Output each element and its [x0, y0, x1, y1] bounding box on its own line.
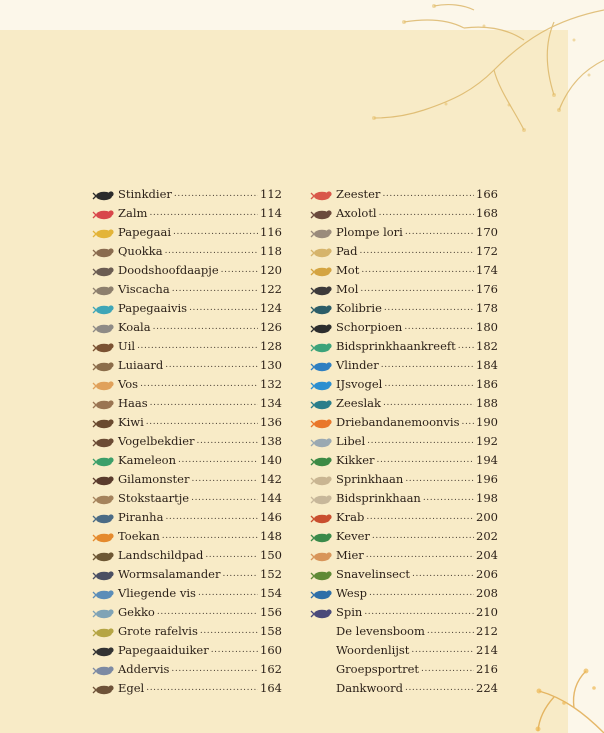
toc-entry-title: Vogelbekdier — [118, 434, 195, 448]
toc-entry[interactable] — [90, 489, 282, 508]
toc-page-number: 118 — [260, 244, 282, 258]
dot-leader — [405, 223, 474, 242]
toc-entry-title: Kiwi — [118, 415, 144, 429]
toc-entry[interactable] — [90, 527, 282, 546]
toc-entry-title: Kever — [336, 529, 370, 543]
toc-page-number: 176 — [476, 282, 498, 296]
toc-page-number: 124 — [260, 301, 282, 315]
kingfisher-icon — [308, 375, 336, 394]
toc-entry-title: Dankwoord — [336, 681, 404, 695]
toc-page-number: 184 — [476, 358, 498, 372]
toc-page-number: 214 — [476, 643, 498, 657]
toc-page-number: 174 — [476, 263, 498, 277]
toc-page-number: 206 — [476, 567, 498, 581]
toc-entry-title: Koala — [118, 320, 151, 334]
hedgehog-icon — [90, 679, 118, 698]
toc-entry[interactable] — [308, 470, 498, 489]
toc-entry[interactable] — [308, 679, 498, 698]
toc-entry-title: Mol — [336, 282, 359, 296]
flying-fish-icon — [90, 584, 118, 603]
toc-entry-title: Kolibrie — [336, 301, 382, 315]
toc-entry[interactable] — [308, 185, 498, 204]
dot-leader — [383, 394, 474, 413]
dot-leader — [423, 489, 474, 508]
toc-entry-title: Gekko — [118, 605, 155, 619]
toc-entry[interactable] — [308, 261, 498, 280]
dot-leader — [462, 413, 475, 432]
dot-leader — [146, 413, 258, 432]
toc-entry[interactable] — [90, 356, 282, 375]
toc-entry-title: Spin — [336, 605, 363, 619]
toc-entry-title: Gilamonster — [118, 472, 190, 486]
koala-icon — [90, 318, 118, 337]
toc-page-number: 152 — [260, 567, 282, 581]
toc-page-number: 116 — [260, 225, 282, 239]
toc-page-number: 172 — [476, 244, 498, 258]
toc-entry[interactable] — [308, 451, 498, 470]
mantis-shrimp-icon — [308, 337, 336, 356]
dot-leader — [360, 280, 474, 299]
toc-entry[interactable] — [90, 413, 282, 432]
toc-page-number: 158 — [260, 624, 282, 638]
toc-page-number: 160 — [260, 643, 282, 657]
toc-page-number: 134 — [260, 396, 282, 410]
toc-entry-title: Zalm — [118, 206, 148, 220]
toc-entry[interactable] — [308, 375, 498, 394]
toc-icon-spacer — [308, 660, 336, 679]
squirrel-monkey-icon — [90, 261, 118, 280]
toc-entry-title: Landschildpad — [118, 548, 204, 562]
toc-entry-title: Snavelinsect — [336, 567, 410, 581]
toc-entry-title: Woordenlijst — [336, 643, 410, 657]
toc-page-number: 182 — [476, 339, 498, 353]
toc-page-number: 136 — [260, 415, 282, 429]
dot-leader — [384, 375, 474, 394]
toc-entry[interactable] — [308, 603, 498, 622]
dot-leader — [404, 318, 474, 337]
toc-page-number: 168 — [476, 206, 498, 220]
dot-leader — [405, 470, 474, 489]
dot-leader — [171, 660, 258, 679]
dot-leader — [458, 337, 474, 356]
toc-entry-title: Vos — [118, 377, 139, 391]
toc-page-number: 186 — [476, 377, 498, 391]
toc-page-number: 196 — [476, 472, 498, 486]
dot-leader — [372, 527, 474, 546]
clownfish-icon — [308, 413, 336, 432]
dot-leader — [412, 565, 474, 584]
sloth-icon — [90, 356, 118, 375]
bug-icon — [308, 565, 336, 584]
dot-leader — [146, 679, 258, 698]
toc-entry[interactable] — [308, 356, 498, 375]
piranha-icon — [90, 508, 118, 527]
dot-leader — [165, 356, 258, 375]
salmon-icon — [90, 204, 118, 223]
toc-page-number: 202 — [476, 529, 498, 543]
meerkat-icon — [90, 489, 118, 508]
toc-page-number: 126 — [260, 320, 282, 334]
moth-icon — [308, 261, 336, 280]
dot-leader — [384, 299, 474, 318]
dot-leader — [157, 603, 258, 622]
dot-leader — [382, 185, 474, 204]
gecko-icon — [90, 603, 118, 622]
toc-entry-title: Addervis — [118, 662, 170, 676]
toc-entry[interactable] — [90, 603, 282, 622]
toc-entry[interactable] — [308, 280, 498, 299]
toc-entry-title: Mot — [336, 263, 360, 277]
toc-entry[interactable] — [308, 394, 498, 413]
platypus-icon — [90, 432, 118, 451]
toc-page-number: 132 — [260, 377, 282, 391]
toad-icon — [308, 242, 336, 261]
toc-entry-title: Egel — [118, 681, 145, 695]
toc-entry[interactable] — [90, 660, 282, 679]
toc-entry-title: De levensboom — [336, 624, 425, 638]
toc-page-number: 154 — [260, 586, 282, 600]
toc-page-number: 148 — [260, 529, 282, 543]
dot-leader — [165, 242, 258, 261]
dot-leader — [162, 527, 258, 546]
dot-leader — [173, 223, 258, 242]
parrot-icon — [90, 223, 118, 242]
toc-entry[interactable] — [90, 375, 282, 394]
toc-page-number: 208 — [476, 586, 498, 600]
dot-leader — [411, 641, 474, 660]
toc-entry-title: Toekan — [118, 529, 160, 543]
dot-leader — [405, 679, 474, 698]
toc-entry[interactable] — [308, 584, 498, 603]
toc-entry[interactable] — [90, 204, 282, 223]
toc-entry[interactable] — [90, 470, 282, 489]
scorpion-icon — [308, 318, 336, 337]
toc-page-number: 138 — [260, 434, 282, 448]
toc-entry-title: Grote rafelvis — [118, 624, 198, 638]
toc-page-number: 204 — [476, 548, 498, 562]
dot-leader — [366, 546, 474, 565]
praying-mantis-icon — [308, 489, 336, 508]
starfish-icon — [308, 185, 336, 204]
dot-leader — [366, 508, 474, 527]
gila-monster-icon — [90, 470, 118, 489]
dot-leader — [137, 337, 258, 356]
kiwi-icon — [90, 413, 118, 432]
puffin-icon — [90, 641, 118, 660]
toc-entry-title: IJsvogel — [336, 377, 383, 391]
toc-entry[interactable] — [308, 546, 498, 565]
viperfish-icon — [90, 660, 118, 679]
toc-entry-title: Kameleon — [118, 453, 176, 467]
dot-leader — [369, 584, 474, 603]
hare-icon — [90, 394, 118, 413]
toc-page-number: 216 — [476, 662, 498, 676]
toc-page-number: 192 — [476, 434, 498, 448]
toc-icon-spacer — [308, 679, 336, 698]
toc-entry-title: Uil — [118, 339, 136, 353]
toc-entry[interactable] — [308, 565, 498, 584]
toc-page-number: 128 — [260, 339, 282, 353]
toc-entry[interactable] — [90, 432, 282, 451]
toc-entry-title: Haas — [118, 396, 148, 410]
dot-leader — [361, 261, 474, 280]
toc-entry[interactable] — [90, 242, 282, 261]
mole-icon — [308, 280, 336, 299]
toc-page-number: 156 — [260, 605, 282, 619]
dot-leader — [427, 622, 474, 641]
toc-page-number: 224 — [476, 681, 498, 695]
parrotfish-icon — [90, 299, 118, 318]
frog-icon — [308, 451, 336, 470]
toc-entry[interactable] — [90, 641, 282, 660]
dot-leader — [364, 603, 474, 622]
toc-entry-title: Vlinder — [336, 358, 379, 372]
dot-leader — [205, 546, 258, 565]
slow-loris-icon — [308, 223, 336, 242]
toc-page-number: 200 — [476, 510, 498, 524]
toc-entry-title: Papegaaiduiker — [118, 643, 209, 657]
toc-entry-title: Kikker — [336, 453, 375, 467]
leafy-seadragon-icon — [90, 622, 118, 641]
toc-entry-title: Zeeslak — [336, 396, 382, 410]
ant-icon — [308, 546, 336, 565]
toc-page-number: 198 — [476, 491, 498, 505]
toc-entry[interactable] — [308, 508, 498, 527]
toc-entry-title: Stinkdier — [118, 187, 172, 201]
toc-entry[interactable] — [90, 299, 282, 318]
crab-icon — [308, 508, 336, 527]
dot-leader — [200, 622, 258, 641]
toc-entry-title: Papegaaivis — [118, 301, 188, 315]
toc-entry[interactable] — [308, 489, 498, 508]
toc-page-number: 194 — [476, 453, 498, 467]
fox-icon — [90, 375, 118, 394]
toc-entry-title: Wesp — [336, 586, 367, 600]
dot-leader — [198, 584, 258, 603]
toc-entry[interactable] — [90, 280, 282, 299]
toc-entry[interactable] — [308, 660, 498, 679]
toc-entry[interactable] — [90, 584, 282, 603]
toc-entry[interactable] — [90, 508, 282, 527]
toc-page-number: 144 — [260, 491, 282, 505]
toc-entry[interactable] — [90, 223, 282, 242]
toc-page-number: 114 — [260, 206, 282, 220]
toc-entry-title: Zeester — [336, 187, 381, 201]
owl-icon — [90, 337, 118, 356]
dot-leader — [379, 204, 474, 223]
dot-leader — [197, 432, 259, 451]
dot-leader — [191, 489, 258, 508]
dot-leader — [189, 299, 258, 318]
toc-page-number: 210 — [476, 605, 498, 619]
toc-column-left — [90, 185, 282, 698]
toc-entry[interactable] — [90, 546, 282, 565]
toc-entry[interactable] — [90, 318, 282, 337]
toc-entry-title: Luiaard — [118, 358, 164, 372]
toc-entry[interactable] — [308, 527, 498, 546]
toc-entry[interactable] — [90, 394, 282, 413]
toc-page-number: 178 — [476, 301, 498, 315]
dragonfly-icon — [308, 432, 336, 451]
toc-page-number: 190 — [476, 415, 498, 429]
dot-leader — [211, 641, 258, 660]
toc-entry-title: Groepsportret — [336, 662, 420, 676]
toc-page-number: 122 — [260, 282, 282, 296]
dot-leader — [174, 185, 258, 204]
dot-leader — [359, 242, 474, 261]
toc-page-number: 180 — [476, 320, 498, 334]
toc-entry[interactable] — [308, 318, 498, 337]
toc-page-number: 112 — [260, 187, 282, 201]
dot-leader — [165, 508, 258, 527]
beetle-icon — [308, 527, 336, 546]
toc-entry[interactable] — [308, 299, 498, 318]
dot-leader — [153, 318, 258, 337]
toc-entry-title: Piranha — [118, 510, 164, 524]
toc-page-number: 120 — [260, 263, 282, 277]
toc-icon-spacer — [308, 641, 336, 660]
toc-entry[interactable] — [90, 565, 282, 584]
toc-entry-title: Plompe lori — [336, 225, 403, 239]
toc-entry[interactable] — [90, 261, 282, 280]
toc-entry[interactable] — [308, 641, 498, 660]
dot-leader — [140, 375, 258, 394]
toc-entry[interactable] — [308, 337, 498, 356]
dot-leader — [172, 280, 258, 299]
toc-page-number: 146 — [260, 510, 282, 524]
caecilian-icon — [90, 565, 118, 584]
toucan-icon — [90, 527, 118, 546]
toc-page-number: 150 — [260, 548, 282, 562]
dot-leader — [221, 261, 258, 280]
toc-page-number: 140 — [260, 453, 282, 467]
toc-entry[interactable] — [90, 337, 282, 356]
toc-column-right — [308, 185, 498, 698]
dot-leader — [377, 451, 475, 470]
toc-entry[interactable] — [308, 223, 498, 242]
toc-entry-title: Quokka — [118, 244, 163, 258]
quokka-icon — [90, 242, 118, 261]
dot-leader — [150, 394, 258, 413]
dot-leader — [421, 660, 474, 679]
toc-entry-title: Doodshoofdaapje — [118, 263, 219, 277]
toc-page-number: 170 — [476, 225, 498, 239]
wasp-icon — [308, 584, 336, 603]
toc-entry-title: Wormsalamander — [118, 567, 221, 581]
hummingbird-icon — [308, 299, 336, 318]
toc-page-number: 142 — [260, 472, 282, 486]
toc-entry-title: Bidsprinkhaankreeft — [336, 339, 456, 353]
toc-entry-title: Mier — [336, 548, 364, 562]
toc-entry[interactable] — [90, 622, 282, 641]
toc-entry-title: Krab — [336, 510, 365, 524]
toc-entry[interactable] — [90, 679, 282, 698]
toc-entry-title: Pad — [336, 244, 358, 258]
toc-entry[interactable] — [308, 622, 498, 641]
viscacha-icon — [90, 280, 118, 299]
dot-leader — [191, 470, 258, 489]
toc-page-number: 164 — [260, 681, 282, 695]
butterfly-icon — [308, 356, 336, 375]
skunk-icon — [90, 185, 118, 204]
toc-entry-title: Stokstaartje — [118, 491, 190, 505]
toc-entry[interactable] — [90, 185, 282, 204]
toc-page-number: 212 — [476, 624, 498, 638]
dot-leader — [149, 204, 258, 223]
toc-entry[interactable] — [308, 432, 498, 451]
toc-entry-title: Papegaai — [118, 225, 171, 239]
grasshopper-icon — [308, 470, 336, 489]
toc-entry[interactable] — [308, 204, 498, 223]
chameleon-icon — [90, 451, 118, 470]
toc-entry-title: Axolotl — [336, 206, 377, 220]
spider-icon — [308, 603, 336, 622]
toc-page-number: 162 — [260, 662, 282, 676]
toc-entry-title: Driebandanemoonvis — [336, 415, 460, 429]
toc-entry-title: Viscacha — [118, 282, 170, 296]
toc-entry[interactable] — [90, 451, 282, 470]
tortoise-icon — [90, 546, 118, 565]
toc-entry-title: Sprinkhaan — [336, 472, 404, 486]
dot-leader — [367, 432, 474, 451]
axolotl-icon — [308, 204, 336, 223]
toc-entry-title: Libel — [336, 434, 366, 448]
toc-entry-title: Vliegende vis — [118, 586, 196, 600]
toc-entry-title: Schorpioen — [336, 320, 403, 334]
toc-entry[interactable] — [308, 242, 498, 261]
dot-leader — [178, 451, 258, 470]
toc-page-number: 130 — [260, 358, 282, 372]
dot-leader — [223, 565, 259, 584]
toc-entry-title: Bidsprinkhaan — [336, 491, 421, 505]
dot-leader — [381, 356, 474, 375]
toc-icon-spacer — [308, 622, 336, 641]
toc-page-number: 166 — [476, 187, 498, 201]
sea-slug-icon — [308, 394, 336, 413]
toc-page-number: 188 — [476, 396, 498, 410]
toc-entry[interactable] — [308, 413, 498, 432]
